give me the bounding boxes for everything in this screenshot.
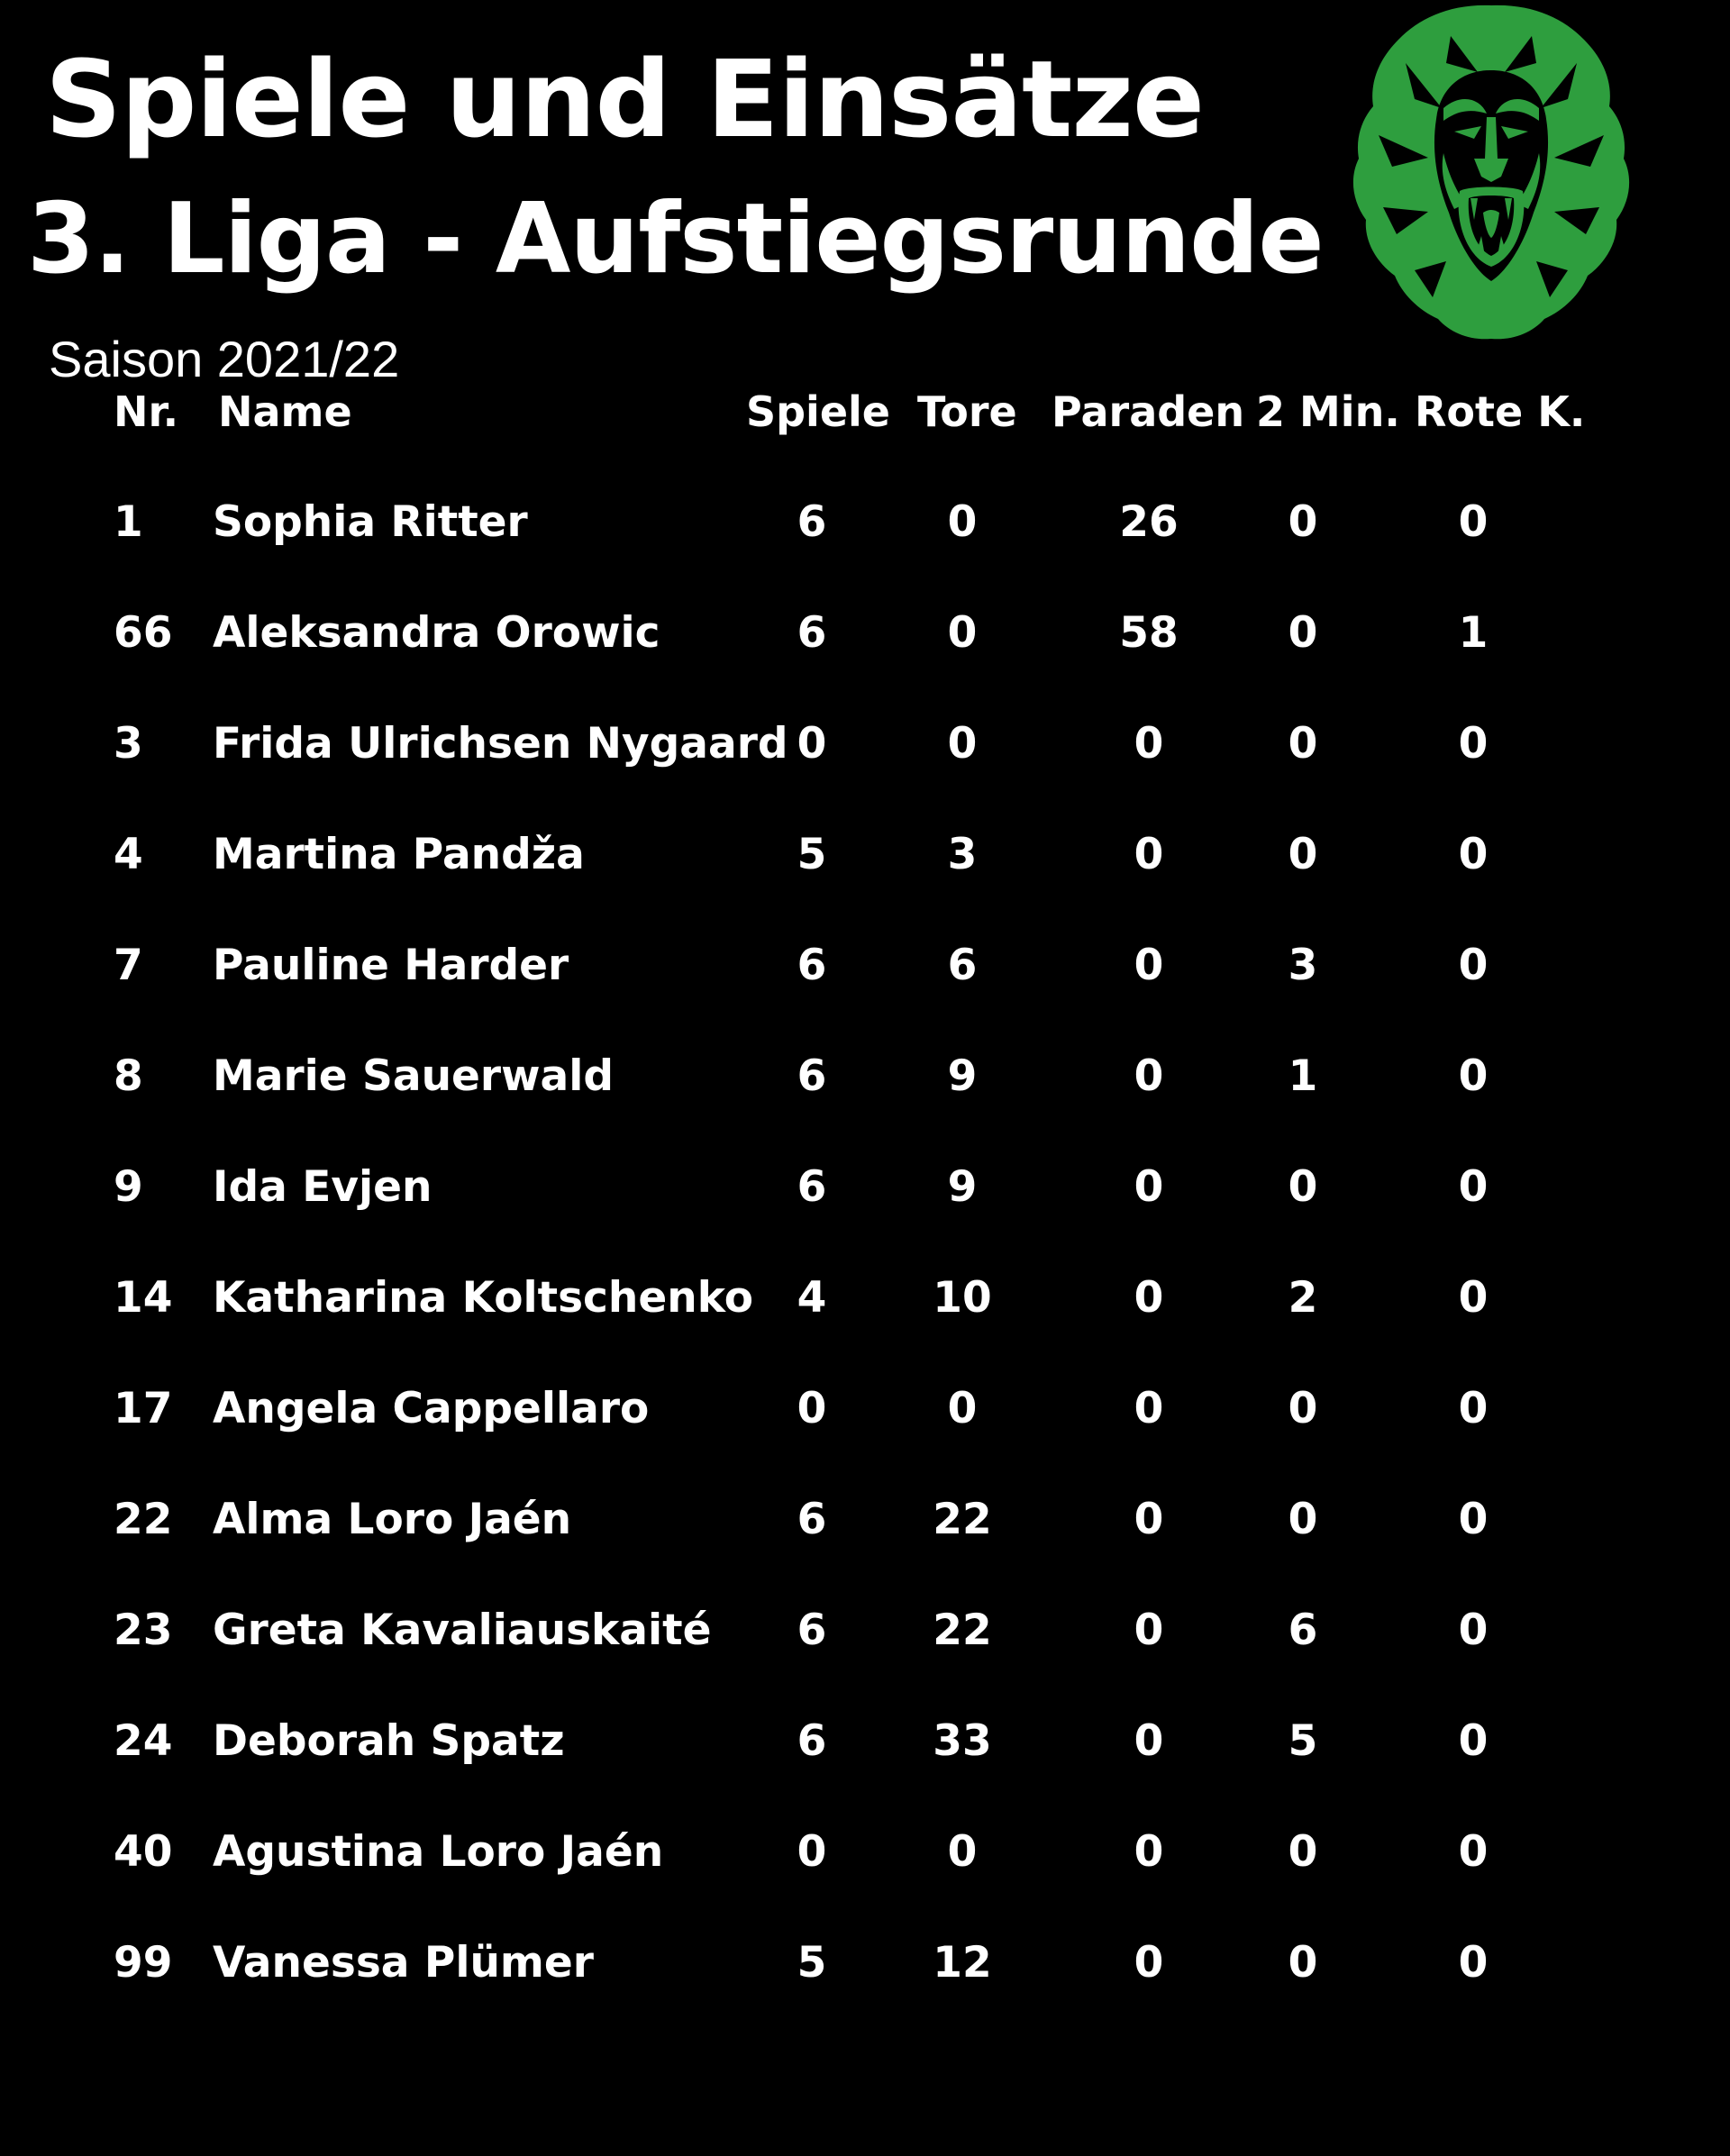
player-spiele: 6	[797, 608, 827, 658]
player-nr: 9	[114, 1162, 143, 1212]
player-rote-k: 0	[1458, 719, 1489, 769]
player-2-min: 0	[1288, 1384, 1318, 1433]
header-nr: Nr.	[114, 387, 179, 436]
table-row	[0, 1159, 1730, 1269]
player-spiele: 4	[797, 1273, 827, 1323]
table-row	[0, 1491, 1730, 1602]
table-row	[0, 715, 1730, 826]
player-rote-k: 0	[1458, 497, 1489, 547]
player-tore: 9	[947, 1162, 978, 1212]
player-2-min: 0	[1288, 608, 1318, 658]
player-2-min: 1	[1288, 1051, 1318, 1101]
player-nr: 22	[114, 1495, 173, 1544]
player-nr: 23	[114, 1606, 173, 1655]
player-spiele: 6	[797, 1606, 827, 1655]
header-tore: Tore	[917, 387, 1017, 436]
player-2-min: 0	[1288, 830, 1318, 879]
table-row	[0, 494, 1730, 605]
player-paraden: 26	[1119, 497, 1179, 547]
player-tore: 12	[933, 1938, 992, 1988]
table-row	[0, 826, 1730, 937]
player-paraden: 0	[1134, 1384, 1164, 1433]
lion-head-icon	[1343, 0, 1640, 342]
player-name: Aleksandra Orowic	[213, 608, 660, 658]
player-spiele: 5	[797, 830, 827, 879]
table-row	[0, 1602, 1730, 1713]
player-spiele: 0	[797, 1384, 827, 1433]
player-spiele: 6	[797, 1162, 827, 1212]
player-tore: 0	[947, 719, 978, 769]
player-tore: 22	[933, 1495, 992, 1544]
player-paraden: 0	[1134, 830, 1164, 879]
header-2-min: 2 Min.	[1256, 387, 1400, 436]
player-rote-k: 0	[1458, 1606, 1489, 1655]
player-rote-k: 0	[1458, 1273, 1489, 1323]
player-2-min: 0	[1288, 1162, 1318, 1212]
player-paraden: 0	[1134, 1162, 1164, 1212]
player-name: Martina Pandža	[213, 830, 585, 879]
player-spiele: 6	[797, 497, 827, 547]
player-nr: 24	[114, 1716, 173, 1766]
header-spiele: Spiele	[746, 387, 890, 436]
player-2-min: 0	[1288, 1938, 1318, 1988]
player-rote-k: 0	[1458, 1938, 1489, 1988]
player-rote-k: 0	[1458, 1162, 1489, 1212]
player-name: Ida Evjen	[213, 1162, 432, 1212]
table-row	[0, 937, 1730, 1048]
player-2-min: 6	[1288, 1606, 1318, 1655]
player-spiele: 0	[797, 1827, 827, 1877]
player-name: Alma Loro Jaén	[213, 1495, 572, 1544]
player-name: Greta Kavaliauskaité	[213, 1606, 712, 1655]
player-tore: 6	[947, 941, 978, 990]
player-nr: 40	[114, 1827, 173, 1877]
player-2-min: 3	[1288, 941, 1318, 990]
table-row	[0, 1824, 1730, 1934]
player-nr: 66	[114, 608, 173, 658]
player-2-min: 0	[1288, 497, 1318, 547]
player-nr: 14	[114, 1273, 173, 1323]
header-name: Name	[218, 387, 352, 436]
player-paraden: 0	[1134, 1827, 1164, 1877]
player-rote-k: 0	[1458, 1716, 1489, 1766]
player-tore: 22	[933, 1606, 992, 1655]
player-tore: 0	[947, 497, 978, 547]
page-title: Spiele und Einsätze	[45, 37, 1205, 161]
player-nr: 7	[114, 941, 143, 990]
player-tore: 0	[947, 1384, 978, 1433]
player-nr: 17	[114, 1384, 173, 1433]
player-tore: 3	[947, 830, 978, 879]
player-rote-k: 0	[1458, 1495, 1489, 1544]
player-name: Angela Cappellaro	[213, 1384, 650, 1433]
table-row	[0, 1713, 1730, 1824]
player-paraden: 0	[1134, 1495, 1164, 1544]
player-nr: 8	[114, 1051, 143, 1101]
player-2-min: 5	[1288, 1716, 1318, 1766]
player-rote-k: 1	[1458, 608, 1489, 658]
player-paraden: 0	[1134, 1938, 1164, 1988]
player-name: Vanessa Plümer	[213, 1938, 594, 1988]
page-subtitle: 3. Liga - Aufstiegsrunde	[27, 183, 1324, 296]
player-tore: 33	[933, 1716, 992, 1766]
player-nr: 3	[114, 719, 143, 769]
player-2-min: 0	[1288, 719, 1318, 769]
player-name: Deborah Spatz	[213, 1716, 565, 1766]
player-spiele: 6	[797, 941, 827, 990]
player-2-min: 0	[1288, 1827, 1318, 1877]
player-paraden: 0	[1134, 1051, 1164, 1101]
player-rote-k: 0	[1458, 1384, 1489, 1433]
player-rote-k: 0	[1458, 1051, 1489, 1101]
player-name: Sophia Ritter	[213, 497, 528, 547]
header-rote-k: Rote K.	[1415, 387, 1586, 436]
player-nr: 4	[114, 830, 143, 879]
table-row	[0, 1934, 1730, 2045]
player-paraden: 0	[1134, 1273, 1164, 1323]
player-spiele: 6	[797, 1716, 827, 1766]
player-tore: 0	[947, 608, 978, 658]
player-paraden: 0	[1134, 1606, 1164, 1655]
table-row	[0, 1380, 1730, 1491]
table-row	[0, 1048, 1730, 1159]
player-name: Agustina Loro Jaén	[213, 1827, 664, 1877]
player-spiele: 0	[797, 719, 827, 769]
player-tore: 10	[933, 1273, 992, 1323]
season-label: Saison 2021/22	[49, 331, 400, 387]
player-nr: 99	[114, 1938, 173, 1988]
header-paraden: Paraden	[1052, 387, 1245, 436]
table-row	[0, 605, 1730, 715]
player-nr: 1	[114, 497, 143, 547]
player-rote-k: 0	[1458, 941, 1489, 990]
player-name: Katharina Koltschenko	[213, 1273, 753, 1323]
table-row	[0, 1269, 1730, 1380]
player-2-min: 0	[1288, 1495, 1318, 1544]
player-2-min: 2	[1288, 1273, 1318, 1323]
player-spiele: 6	[797, 1051, 827, 1101]
player-name: Pauline Harder	[213, 941, 569, 990]
player-paraden: 58	[1119, 608, 1179, 658]
player-tore: 9	[947, 1051, 978, 1101]
player-name: Frida Ulrichsen Nygaard	[213, 719, 788, 769]
player-rote-k: 0	[1458, 830, 1489, 879]
player-paraden: 0	[1134, 719, 1164, 769]
player-spiele: 5	[797, 1938, 827, 1988]
player-tore: 0	[947, 1827, 978, 1877]
player-paraden: 0	[1134, 941, 1164, 990]
player-rote-k: 0	[1458, 1827, 1489, 1877]
player-spiele: 6	[797, 1495, 827, 1544]
player-name: Marie Sauerwald	[213, 1051, 614, 1101]
player-paraden: 0	[1134, 1716, 1164, 1766]
